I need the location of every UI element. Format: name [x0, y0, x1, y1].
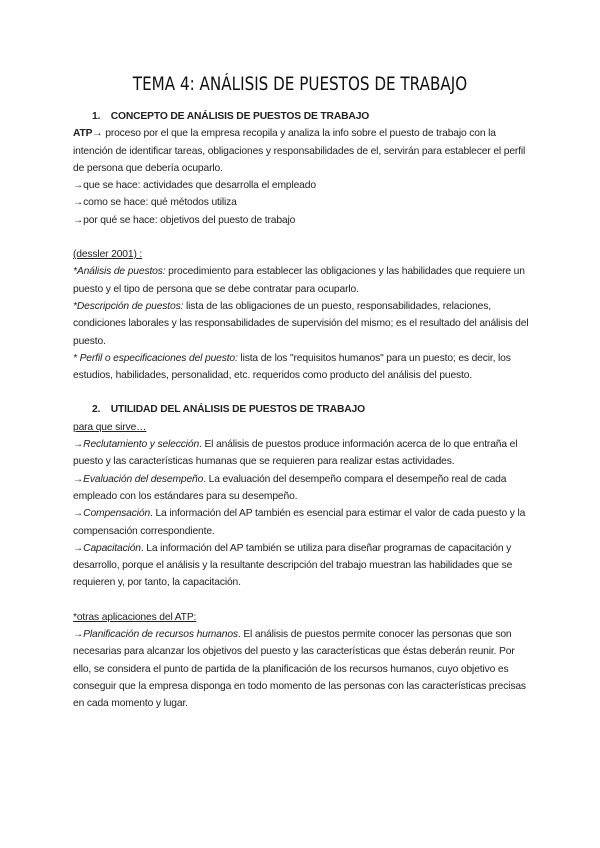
definition-text: procedimiento para establecer las obligaciones y las habilidades que requiere un puesto y el tipo de persona que se debe contratar para ocuparlo. [73, 266, 525, 295]
atp-text: → proceso por el que la empresa recopila y analiza la info sobre el puesto de trabajo con la intención de identificar tareas, obligaciones y responsabilidades de el, servirán para establecer el perfil de persona que debería ocuparlo. [73, 128, 526, 174]
arrow: → [73, 508, 84, 520]
utility-text: . La información del AP también se utiliza para diseñar programas de capacitación y desarrollo, porque el análisis y la resultante descripción del trabajo muestran las habilidades que se requieren y, por tanto, la capacitación. [73, 542, 513, 589]
page-title: TEMA 4: ANÁLISIS DE PUESTOS DE TRABAJO [132, 74, 468, 95]
arrow: → [73, 439, 84, 451]
utility-term: Reclutamiento y selección [83, 439, 200, 451]
list-item: →como se hace: qué métodos utiliza [73, 197, 237, 209]
utility-text: . La evaluación del desempeño compara el desempeño real de cada empleado con los estándares para su desempeño. [73, 473, 507, 502]
definition-item [73, 350, 535, 385]
definition-term: *Descripción de puestos: [73, 300, 184, 312]
arrow: → [73, 629, 84, 641]
document-body [73, 108, 535, 713]
utility-term: Capacitación [83, 542, 141, 554]
arrow: → [73, 473, 84, 485]
source-citation: (dessler 2001) : [73, 249, 143, 261]
section-1-number: 1. [92, 111, 101, 122]
utility-term: Compensación [83, 508, 151, 520]
section-2-title: UTILIDAD DEL ANÁLISIS DE PUESTOS DE TRABAJO [110, 404, 365, 416]
section-2-number: 2. [92, 404, 101, 416]
definition-term: * Perfil o especificaciones del puesto: [73, 352, 238, 364]
utility-item [73, 540, 535, 592]
definition-item [73, 263, 535, 298]
definition-term: *Análisis de puestos: [73, 266, 166, 278]
arrow: → [73, 542, 84, 554]
section-1-heading [92, 108, 535, 125]
utility-text: . La información del AP también es esencial para estimar el valor de cada puesto y la compensación correspondiente. [73, 508, 526, 537]
section-2-heading [92, 401, 535, 418]
other-applications-heading: *otras aplicaciones del ATP: [73, 611, 197, 623]
section-2-subheading: para que sirve… [73, 421, 147, 433]
definition-text: lista de los "requisitos humanos" para un puesto; es decir, los estudios, habilidades, personalidad, etc. requeridos como producto del análisis del puesto. [73, 352, 511, 382]
utility-text: . El análisis de puestos produce información acerca de lo que entraña el puesto y las características humanas que se requieren para realizar estas actividades. [73, 439, 518, 468]
utility-item [73, 505, 535, 540]
utility-item [73, 436, 535, 471]
other-application-item [73, 626, 535, 712]
section-1-title: CONCEPTO DE ANÁLISIS DE PUESTOS DE TRABAJO [110, 111, 370, 122]
list-item: →que se hace: actividades que desarrolla el empleado [73, 180, 316, 192]
utility-item [73, 471, 535, 506]
list-item: →por qué se hace: objetivos del puesto de trabajo [73, 214, 296, 226]
other-application-text: . El análisis de puestos permite conocer las personas que son necesarias para alcanzar los objetivos del puesto y las características que éstas deberán reunir. Por ello, se considera el punto de partida de la planificación de los recursos humanos, cuyo objetivo es conseguir que la empresa disponga en todo momento de las personas con las características precisas en cada momento y lugar. [73, 629, 526, 710]
definition-text: lista de las obligaciones de un puesto, responsabilidades, relaciones, condiciones laborales y las responsabilidades de supervisión del mismo; es el resultado del análisis del puesto. [73, 300, 529, 347]
utility-term: Evaluación del desempeño [83, 473, 204, 485]
other-application-term: Planificación de recursos humanos [83, 629, 238, 641]
atp-label: ATP [73, 128, 93, 140]
atp-paragraph [73, 125, 535, 177]
definition-item [73, 298, 535, 350]
